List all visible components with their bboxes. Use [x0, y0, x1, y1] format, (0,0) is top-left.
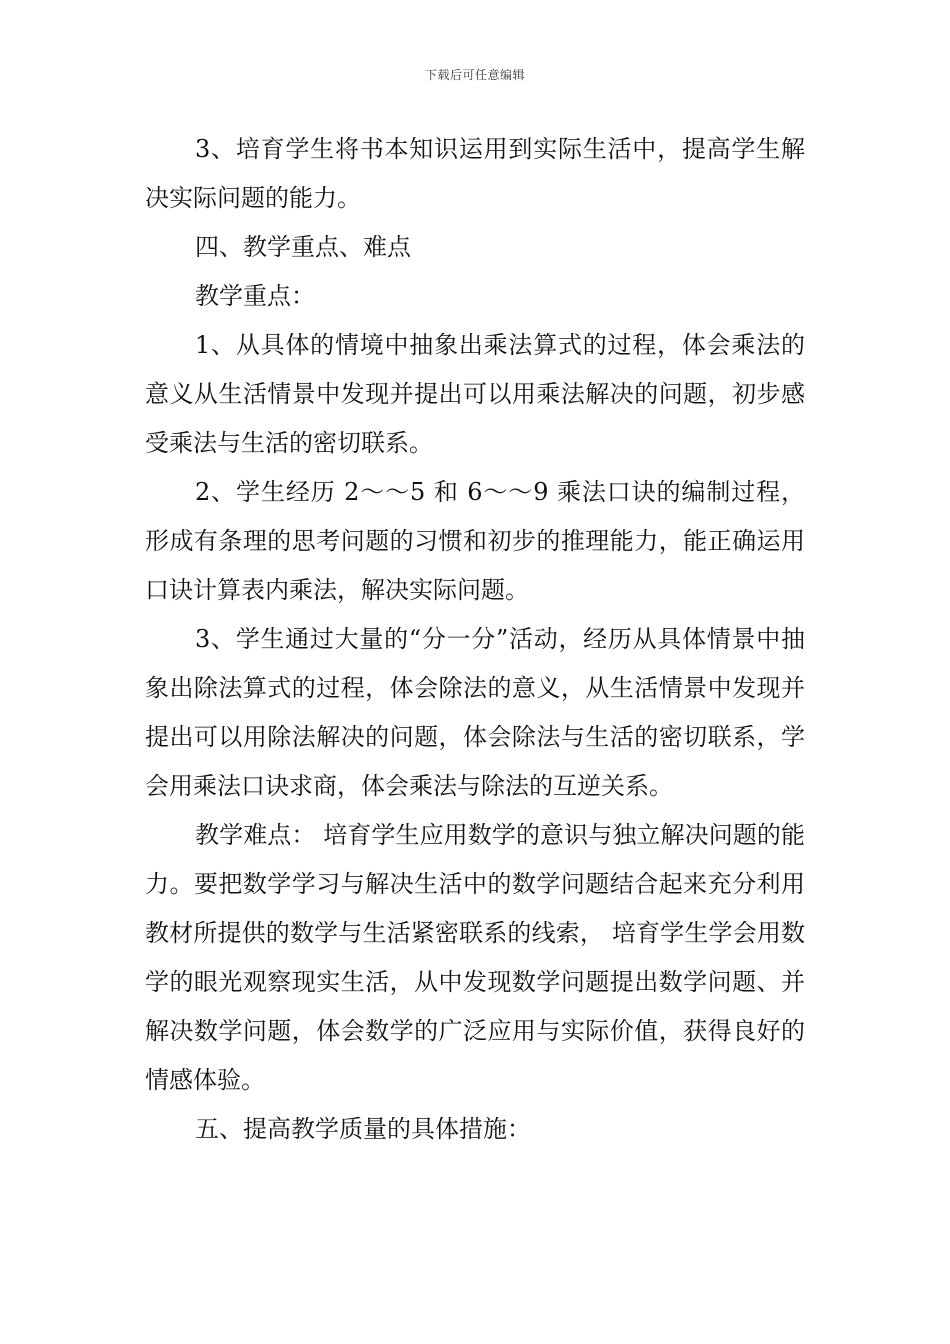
paragraph-key-point-3: 3、学生通过大量的“分一分”活动，经历从具体情景中抽象出除法算式的过程，体会除法的意义，从生活情景中发现并提出可以用除法解决的问题，体会除法与生活的密切联系，学会用乘法口诀求商，体会乘法与除法的互逆关系。 — [145, 625, 805, 800]
paragraph-key-point-1: 1、从具体的情境中抽象出乘法算式的过程，体会乘法的意义从生活情景中发现并提出可以用乘法解决的问题，初步感受乘法与生活的密切联系。 — [145, 331, 805, 457]
page-header: 下载后可任意编辑 — [424, 68, 525, 82]
paragraph-difficulties: 教学难点： 培育学生应用数学的意识与独立解决问题的能力。要把数学学习与解决生活中的数学问题结合起来充分利用教材所提供的数学与生活紧密联系的线索， 培育学生学会用数学的眼光观察现实生活，从中发现数学问题提出数学问题、并解决数学问题，体会数学的广泛应用与实际价值，获得良好的情感体验。 — [145, 821, 805, 1094]
paragraph-key-point-2: 2、学生经历 2～～5 和 6～～9 乘法口诀的编制过程，形成有条理的思考问题的习惯和初步的推理能力，能正确运用口诀计算表内乘法，解决实际问题。 — [145, 478, 805, 604]
paragraph-goal-3: 3、培育学生将书本知识运用到实际生活中，提高学生解决实际问题的能力。 — [145, 135, 805, 212]
section-heading-key-points: 四、教学重点、难点 — [195, 233, 411, 261]
subheading-key-points: 教学重点： — [195, 282, 315, 310]
section-heading-measures: 五、提高教学质量的具体措施： — [195, 1115, 531, 1143]
document-body — [145, 125, 805, 1154]
